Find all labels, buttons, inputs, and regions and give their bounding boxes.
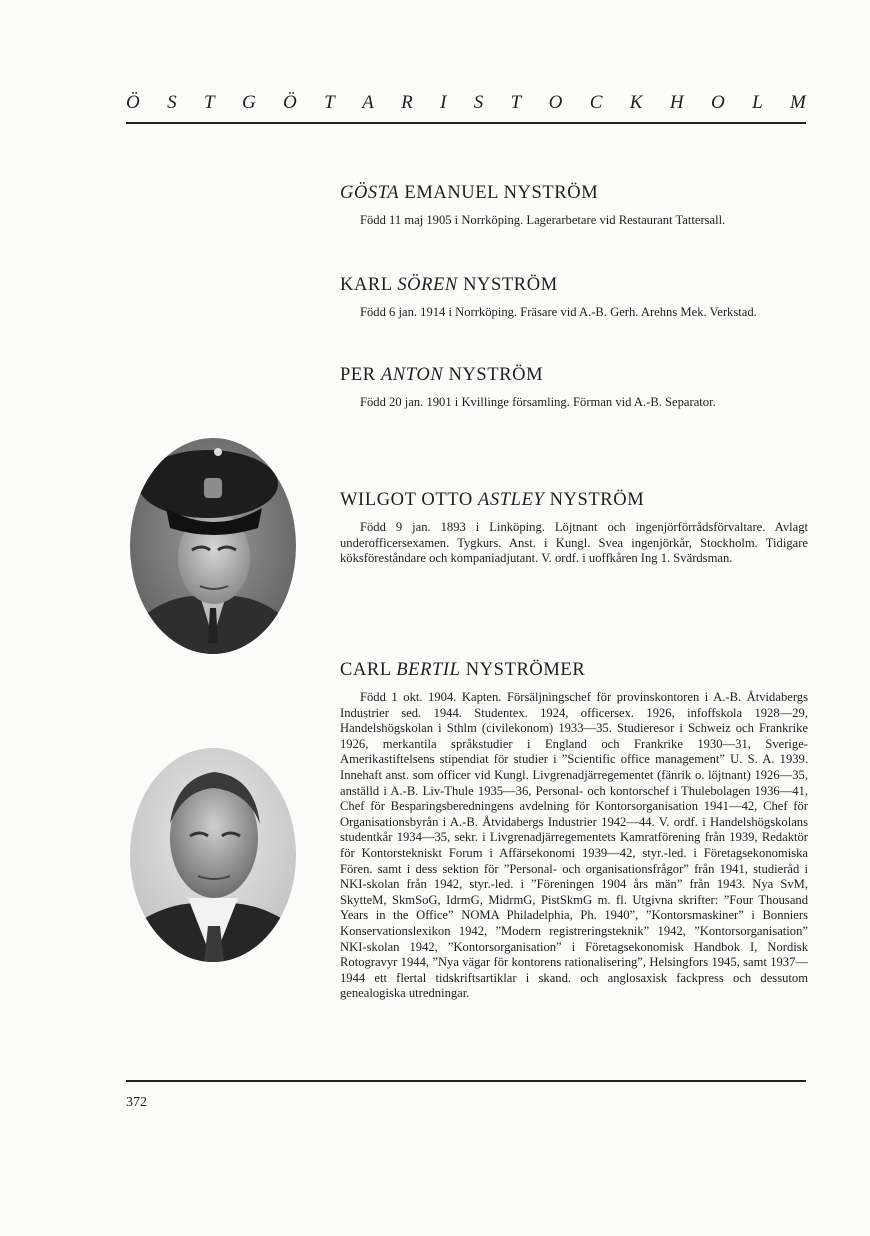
portrait-photo-carl [130,748,296,962]
entry-text: Född 9 jan. 1893 i Linköping. Löjtnant och ingenjörförrådsförvaltare. Avlagt underofficersexamen. Tygkurs. Anst. i Kungl. Svea ingenjörkår, Stockholm. Tidigare köksföreståndare och kompaniadjutant. V. ordf. i uoffkåren Ing 1. Svärdsman. [340,520,808,566]
entry-carl [340,660,808,1002]
entry-name: GÖSTA EMANUEL NYSTRÖM [340,183,599,203]
header-letter: T [510,92,522,113]
entry-text: Född 6 jan. 1914 i Norrköping. Fräsare vid A.-B. Gerh. Arehns Mek. Verkstad. [360,305,757,319]
officer-portrait-image [130,438,296,654]
entry-name: WILGOT OTTO ASTLEY NYSTRÖM [340,490,645,510]
entry-karl [340,275,808,321]
header-letter: O [548,92,563,113]
page-number: 372 [126,1095,147,1110]
header-letter: M [790,92,806,113]
header-letter: L [752,92,763,113]
entry-text: Född 20 jan. 1901 i Kvillinge församling. Förman vid A.-B. Separator. [360,395,716,409]
entry-text: Född 11 maj 1905 i Norrköping. Lagerarbetare vid Restaurant Tattersall. [360,213,726,227]
header-letter: C [589,92,603,113]
suit-portrait-image [130,748,296,962]
entry-gosta [340,183,808,229]
header-letter: H [669,92,684,113]
header-letter: Ö [126,92,140,113]
header-rule [126,122,806,124]
entry-name: KARL SÖREN NYSTRÖM [340,275,558,295]
header-letter: O [710,92,725,113]
entry-wilgot [340,490,808,567]
header-letter: Ö [283,92,297,113]
header-letter: R [401,92,413,113]
entry-per [340,365,808,411]
entry-text: Född 1 okt. 1904. Kapten. Försäljningschef för provinskontoren i A.-B. Åtvidabergs Industrier sed. 1944. Studentex. 1924, officersex. 1926, infoffskola 1928—29, Handelshögskolan i Sthlm (civilekonom) 1933—35. Studieresor i Schweiz och Frankrike 1926, merkantila språkstudier i England och Frankrike 1930—31, Sverige-Amerikastiftelsens stipendiat för studier i ”Scientific office management” U. S. A. 1939. Innehaft anst. som officer vid Kungl. Livgrenadjärregementet (fänrik o. löjtnant) 1926—35, anställd i A.-B. Liv-Thule 1935—36, Personal- och kontorschef i Thulebolagen 1936—41, Chef för Besparingsberedningens avdelning för Kontorsorganisation 1941—42, Chef för Organisationsbyrån i A.-B. Åtvidabergs Industrier 1942—44. V. ordf. i Handelshögskolans studentkår 1934—35, sekr. i Livgrenadjärregementets Kamratförening från 1939, Redaktör för Kontorstekniskt Forum i Affärsekonomi 1939—42, styr.-led. i Företagsekonomiska Fören. samt i dess sektion för ”Personal- och organisationsfrågor” från 1941, studieråd i NKI-skolan från 1942, styr.-led. i ”Föreningen 1904 års män” från 1943. Nya SvM, SkytteM, SkmSoG, IdrmG, MidrmG, PistSkmG m. fl. Utgivna skrifter: ”Four Thousand Years in the Office” NOMA Philadelphia, Ph. 1940”, ”Kontorsmaskiner” i Bonniers Konservationslexikon 1942, ”Modern registreringsteknik” 1942, ”Kontorsorganisation” NKI-skolan 1942, ”Kontorsorganisation” i Företagsekonomisk Handbok I, Nordisk Rotogravyr 1944, ”Nya vägar för kontorens rationalisering”, Helsingfors 1945, samt 1937—1944 ett flertal tidskriftsartiklar i skand. och anglosaxisk fackpress och dessutom genealogiska utredningar. [340,690,808,1001]
entry-name: PER ANTON NYSTRÖM [340,365,544,385]
header-letter: I [440,92,447,113]
footer-rule [126,1080,806,1082]
running-header [126,92,806,114]
header-letter: K [629,92,643,113]
header-letter: T [324,92,335,113]
portrait-photo-wilgot [130,438,296,654]
header-letter: S [473,92,484,113]
header-letter: T [203,92,215,113]
header-letter: S [167,92,177,113]
header-letter: A [362,92,374,113]
header-letter: G [241,92,256,113]
entry-name: CARL BERTIL NYSTRÖMER [340,660,586,680]
